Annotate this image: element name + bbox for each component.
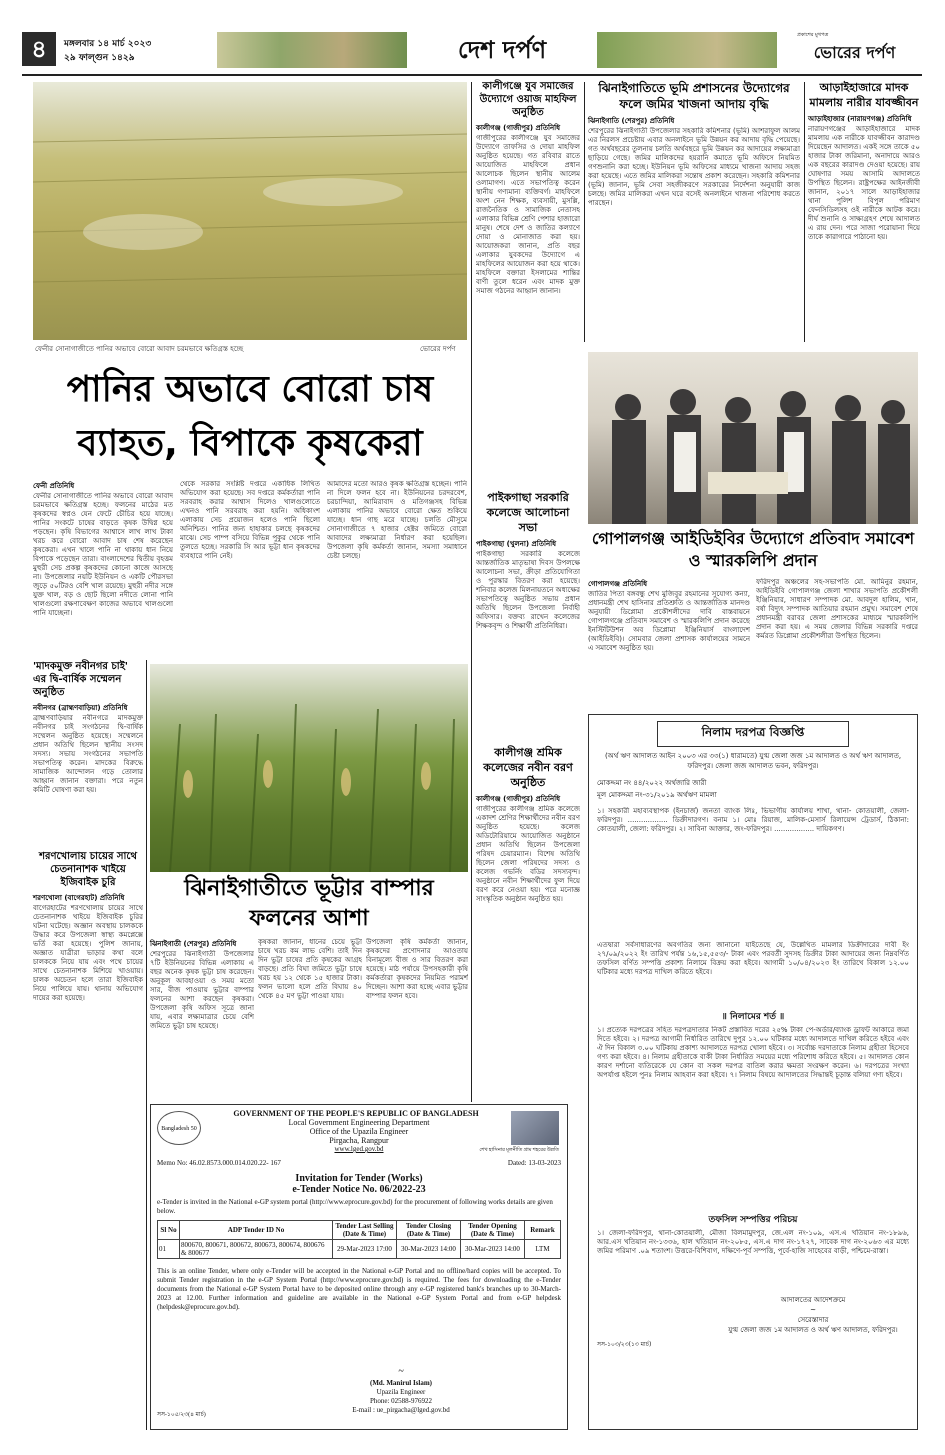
tender-title: Invitation for Tender (Works): [295, 1173, 423, 1184]
auction-sign-mark: ~: [810, 1306, 816, 1314]
maize-headline-line1: ঝিনাইগাতীতে ভূট্টার বাম্পার: [184, 876, 434, 901]
th-opening: Tender Opening (Date & Time): [461, 1221, 525, 1240]
madok-article: [33, 660, 143, 1030]
tender-gov: GOVERNMENT OF THE PEOPLE'S REPUBLIC OF BANGLADESH: [233, 1109, 479, 1118]
tender-dated: Dated: 13-03-2023: [507, 1159, 561, 1167]
auction-sign-name: সেরেস্তাদার: [797, 1316, 829, 1324]
maize-column-1: [150, 938, 254, 1098]
auction-terms: ১। প্রত্যেক দরপত্রের সহিত দরপত্রদাতার নিকট প্রস্তাবিত দরের ২৫% টাকা পে-অর্ডার/ব্যাংক ড্রাফট আকারে জমা দিতে হইবে। ২। দরপত্র আগামী নির্ধারিত তারিখে দুপুর ১২.০০ ঘটিকার মধ্যে আদালতে দাখিল করিতে হইবে এবং ঐ দিন বিকাল ৩.০০ ঘটিকায় প্রকাশ্য আদালতে দরপত্র খোলা হইবে। ৩। সর্বোচ্চ দরদাতাকে নিলাম গ্রহীতা হিসেবে গণ্য করা হইবে। ৪। নিলাম গ্রহীতাকে বাকী টাকা নির্ধারিত সময়ের মধ্যে পরিশোধ করিতে হইবে। ৫। আদালত কোন কারণ দর্শানো ব্যতিরেকে যে কোন বা সকল দরপত্র বাতিল করার ক্ষমতা সংরক্ষণ করেন। ৬। দরপত্রের সংখ্যা অপর্যাপ্ত হইলে পুনঃ নিলাম আহবান করা হইবে। ৭। নিলাম বিষয়ে আদালতের সিদ্ধান্তই চূড়ান্ত বলিয়া গণ্য হইবে।: [597, 1026, 909, 1079]
sramik-headline: কালীগঞ্জ শ্রমিক কলেজের নবীন বরণ অনুষ্ঠিত: [483, 746, 573, 789]
tender-table: [157, 1220, 561, 1259]
sramik-byline: কালীগঞ্জ (গাজীপুর) প্রতিনিধি: [476, 795, 561, 803]
tender-location: Pirgacha, Rangpur: [329, 1136, 389, 1145]
auction-notice: [588, 714, 918, 1430]
auction-case2: মূল মোকদ্দমা নং-৩১/২০১৯ অর্থঋণ মামলা: [597, 791, 717, 799]
kaliganj-article: [476, 80, 580, 490]
auction-schedule: ১। জেলা-ফরিদপুর, থানা-কোতয়ালী, মৌজা বিলমামুদপুর, জে.এল নং-১০৯, এস.এ খতিয়ান নং-১৮৯৬, আর.এস খতিয়ান নং-১৩৩৬, হাল খতিয়ান নং-২০৮৫, এস.এ দাগ নং-১৭২৭, সাবেক দাগ নং-২০৬৩ এর মধ্যে জমির পরিমাণ .০৯ শতাংশ। উত্তরে-বিশিবাগ, দক্ষিণে-পূর্ব সম্পত্তি, পূর্বে-হাজি সাহেবের বাড়ী, পশ্চিমে-রাস্তা।: [597, 1229, 909, 1255]
tender-slogan: শেখ হাসিনার মূলনীতি গ্রাম শহরের উন্নতি: [479, 1148, 559, 1153]
tender-portrait: [511, 1111, 559, 1145]
maize-headline-line2: ফলনের আশা: [249, 906, 369, 931]
araihazar-headline: আড়াইহাজারে মাদক মামলায় নারীর যাবজ্জীবন: [809, 81, 919, 109]
land-body: শেরপুরের ঝিনাইগাতী উপজেলার সহকারি কমিশনার (ভূমি) আশরাফুল আলম এর নিরলস প্রচেষ্টায় এবার অনলাইনে ভূমি উন্নয়ন কর আদায় বৃদ্ধি পেয়েছে। গত অর্থবছরের তুলনায় চলতি অর্থবছরে ভূমি উন্নয়ন কর আদায়ের লক্ষ্যমাত্রা ছাড়িয়ে গেছে। জমির মালিকদের হয়রানি কমাতে ভূমি অফিসে নিয়মিত গণশুনানি করা হচ্ছে। ইউনিয়ন ভূমি অফিসের মাধ্যমে খাজনা আদায় সহজ করা হয়েছে। এতে জমির মালিকরা সন্তোষ প্রকাশ করেছেন। সহকারি কমিশনার (ভূমি) জানান, ভূমি সেবা সহজীকরণে সরকারের নির্দেশনা অনুযায়ী কাজ চলছে। জমির মালিকরা এখন ঘরে বসেই অনলাইনে খাজনা পরিশোধ করতে পারছেন।: [588, 127, 800, 207]
td-sl: 01: [158, 1240, 180, 1259]
araihazar-article: [808, 80, 920, 350]
td-remark: LTM: [525, 1240, 561, 1259]
column-rule-mid: [471, 82, 472, 1102]
table-row: [158, 1240, 561, 1259]
madok-byline: নবীনগর (ব্রাহ্মণবাড়িয়া) প্রতিনিধি: [33, 704, 128, 712]
gopalganj-headline: গোপালগঞ্জ আইডিইবির উদ্যোগে প্রতিবাদ সমাবেশ ও স্মারকলিপি প্রদান: [591, 529, 915, 570]
tender-signer: (Md. Manirul Islam): [369, 1379, 433, 1387]
maize-body-1: শেরপুরের ঝিনাইগাতী উপজেলার ৭টি ইউনিয়নের বিভিন্ন এলাকায় এ বছর অনেক কৃষক ভুট্টা চাষ করেছেন। অনুকূল আবহাওয়া ও সময় মতো সার, বীজ পাওয়ায় ভুট্টার বাম্পার ফলনের আশা করছেন কৃষকরা। উপজেলা কৃষি অফিস সূত্রে জানা যায়, এবার লক্ষ্যমাত্রার চেয়ে বেশি জমিতে ভুট্টা চাষ হয়েছে।: [150, 950, 254, 1030]
auction-subtitle: (অর্থ ঋণ আদালত আইন ২০০৩ এর ৩৩(১) ধারামতে) যুগ্ম জেলা জজ ১ম আদালত ও অর্থ ঋণ আদালত, ফরিদপুর। জেলা জজ আদালত ভবন, ফরিদপুর।: [604, 752, 902, 770]
tender-signature-mark: ~: [398, 1366, 404, 1377]
masthead: [22, 30, 922, 72]
auction-parties: ১। সহকারী মহাব্যবস্থাপক (ইনচার্জ) জনতা ব্যাংক লিঃ, ভিভাগীয় কার্যালয় শাখা, থানা- কোতয়ালী, জেলা- ফরিদপুর। .................. ডিক্রীদারগণ। বনাম ১। মোঃ রিয়াজ, মালিক-মেসার্স রিলায়েন্স ট্রেডার্স, ঠিকানা: কোতয়ালী, জেলা: ফরিদপুর। ২। সাবিনা আক্তার, জং-ফরিদপুর। .................. দায়িকগণ।: [597, 807, 909, 833]
maize-body-2: কৃষকরা জানান, ধানের চেয়ে ভুট্টা চাষে খরচ কম লাভ বেশি। তাই দিন দিন ভুট্টা চাষের প্রতি কৃষকের আগ্রহ বাড়ছে। প্রতি বিঘা জমিতে ভুট্টা চাষে খরচ হয় ১২ থেকে ১৫ হাজার টাকা। ফলন ভালো হলে প্রতি বিঘায় ৪০ থেকে ৪৫ মণ ভুট্টা পাওয়া যায়।: [258, 938, 362, 1000]
th-closing: Tender Closing (Date & Time): [397, 1221, 461, 1240]
th-selling: Tender Last Selling (Date & Time): [333, 1221, 397, 1240]
lead-body-1: ফেনীর সোনাগাজীতে পানির অভাবে বোরো আবাদ চরমভাবে ক্ষতিগ্রস্ত হচ্ছে। ফলনের মাঠের মত কৃষকদের স্বপ্নও যেন ফেটে চৌচির হয়ে যাচ্ছে। পানির সংকটে চাষের বাড়তে কৃষক উদ্বিগ্ন হয়ে পড়ছেন। কৃষি বিভাগের আশ্বাসে লাখ লাখ টাকা খরচ করে বোরো আবাদ চাষ শেষ করেছেন কৃষকেরা। এখন খালে পানি না থাকায় ধান নিয়ে বিপাকে পড়েছেন তারা। বাংলাদেশের দ্বিতীয় বৃহত্তম মুহুরী সেচ প্রকল্প কৃষকদের কোনো কাজে আসছে না। উপজেলার নয়টি ইউনিয়ন ও একটি পৌরসভা জুড়ে ৫০টিরও বেশি খাল রয়েছে। মুহুরী নদীর সঙ্গে যুক্ত খাল, বড় ও ছোট ছিলো নদীতে লোনা পানি খালগুলো রক্ষণাবেক্ষণ কাজের অভাবে খালগুলো পানি যাচ্ছেনা।: [33, 492, 173, 617]
lead-body-2: থেকে সরকার সংশ্লিষ্ট দপ্তরে একাধিক লিখিত অভিযোগ করা হয়েছে। সব দপ্তরে কর্মকর্তারা পানি সরবরাহ করার আশ্বাস দিলেও খালগুলোতে এখনও পানি সরবরাহ করা হয়নি। অধিকাংশ এলাকায় সেচ প্রয়োজন হলেও পানি ছিলো অনিশ্চিত। পানির জন্য হাহাকার চলছে কৃষকদের মাঝে। সেচ পাম্প বসিয়ে বিভিন্ন পুকুর থেকে পানি তুলতে হচ্ছে। সরকারি সি আর ভূট্টা ধান কৃষকদের ব্যবহারে পানি নেই।: [180, 480, 320, 560]
kaliganj-body: গাজীপুরের কালীগঞ্জে যুব সমাজের উদ্যোগে তাফসির ও দোয়া মাহফিল অনুষ্ঠিত হয়েছে। গত রবিবার রাতে আয়োজিত মাহফিলে প্রধান আলোচক ছিলেন স্থানীয় আলেম ওলামাগণ। এতে সভাপতিত্ব করেন স্থানীয় গণ্যমান্য ব্যক্তিবর্গ। মাহফিলে অংশ নেন শিক্ষক, ব্যবসায়ী, মুসল্লি, রাজনৈতিক ও সামাজিক নেতাসহ এলাকার বিভিন্ন শ্রেণি পেশার হাজারো মানুষ। শেষে দেশ ও জাতির কল্যাণে দোয়া ও মোনাজাত করা হয়। আয়োজকরা জানান, প্রতি বছর এলাকার যুবকদের উদ্যোগে এ মাহফিলের আয়োজন করা হয়ে থাকে। মাহফিলে বক্তারা ইসলামের শান্তির বাণী তুলে ধরেন এবং মাদক মুক্ত সমাজ গঠনের আহ্বান জানান।: [476, 134, 580, 295]
auction-sign-title: আদালতের আদেশক্রমে: [780, 1296, 846, 1304]
tender-office: Office of the Upazila Engineer: [309, 1127, 409, 1136]
land-byline: ঝিনাইগাতি (শেরপুর) প্রতিনিধি: [588, 117, 675, 125]
masthead-banner-right: [597, 32, 777, 68]
td-adp: 800670, 800671, 800672, 800673, 800674, 800676 & 800677: [180, 1240, 333, 1259]
tender-footer: This is an online Tender, where only e-Tender will be accepted in the National e-GP Portal and no offline/hard copies will be accepted. To submit Tender registration in the e-GP System Portal (http://www.eprocure.gov.bd) is required. The fees for downloading the e-Tender documents from the National e-GP System Portal have to be deposited online through any e-GP registered bank's branches up to 30-March-2023 at 12.00. Further information and guideline are available in the National e-GP System Portal and from e-GP helpdesk (helpdesk@eprocure.gov.bd).: [157, 1267, 561, 1311]
tender-signer-title: Upazila Engineer: [376, 1388, 426, 1396]
lead-photo-rice-field: [33, 82, 467, 340]
easybike-body: বাগেরহাটের শরণখোলায় চায়ের সাথে চেতনানাশক খাইয়ে ইজিবাইক চুরির ঘটনা ঘটেছে। অজ্ঞান অবস্থায় চালককে উদ্ধার করে উপজেলা স্বাস্থ্য কমপ্লেক্সে ভর্তি করা হয়েছে। পুলিশ জানায়, অজ্ঞাত যাত্রীরা ভাড়ার কথা বলে চালককে নিয়ে যায় এবং পথে চায়ের সাথে চেতনানাশক মিশিয়ে খাওয়ায়। চালক অচেতন হলে তারা ইজিবাইক নিয়ে পালিয়ে যায়। থানায় অভিযোগ দায়ের করা হয়েছে।: [33, 904, 143, 1002]
auction-schedule-title: তফসিল সম্পত্তির পরিচয়: [708, 1215, 798, 1225]
lead-headline-line2: ব্যাহত, বিপাকে কৃষকেরা: [77, 423, 423, 464]
maize-body-3: উপজেলা কৃষি কর্মকর্তা জানান, কৃষকদের প্রণোদনার আওতায় বিনামূল্যে বীজ ও সার বিতরণ করা হয়েছে। মাঠ পর্যায়ে উপসহকারী কৃষি কর্মকর্তারা কৃষকদের নিয়মিত পরামর্শ দিচ্ছেন। আশা করা হচ্ছে এবার ভুট্টার বাম্পার ফলন হবে।: [366, 938, 468, 1000]
tender-table-header: [158, 1221, 561, 1240]
sramik-body: গাজীপুরের কালীগঞ্জ শ্রমিক কলেজে একাদশ শ্রেণির শিক্ষার্থীদের নবীন বরণ অনুষ্ঠিত হয়েছে। কলেজ অডিটোরিয়ামে আয়োজিত অনুষ্ঠানে প্রধান অতিথি ছিলেন উপজেলা পরিষদ চেয়ারম্যান। বিশেষ অতিথি ছিলেন জেলা পরিষদের সদস্য ও কলেজ গভর্নিং বডির সদস্যবৃন্দ। অনুষ্ঠানে নবীন শিক্ষার্থীদের ফুল দিয়ে বরণ করে নেওয়া হয়। পরে মনোজ্ঞ সাংস্কৃতিক অনুষ্ঠান অনুষ্ঠিত হয়।: [476, 805, 580, 903]
paikgacha-headline: পাইকগাছা সরকারি কলেজে আলোচনা সভা: [486, 491, 570, 534]
tender-intro: e-Tender is invited in the National e-GP system portal (http://www.eprocure.gov.bd) for the procurement of following works details are given below.: [157, 1198, 553, 1215]
lead-column-1: [33, 480, 173, 650]
column-rule-far: [804, 82, 805, 342]
kaliganj-headline: কালীগঞ্জে যুব সমাজের উদ্যোগে ওয়াজ মাহফিল অনুষ্ঠিত: [479, 81, 577, 118]
lead-photo-caption: ফেনীর সোনাগাজীতে পানির অভাবে বোরো আবাদ চরমভাবে ক্ষতিগ্রস্ত হচ্ছে: [35, 345, 244, 353]
land-headline: ঝিনাইগাতিতে ভূমি প্রশাসনের উদ্যোগের ফলে জমির খাজনা আদায় বৃদ্ধি: [598, 81, 790, 111]
gopalganj-body-2: ফরিদপুর অঞ্চলের সহ-সভাপতি মো. আমিনুর রহমান, আইডিইবি গোপালগঞ্জ জেলা শাখার সভাপতি প্রকৌশলী ইঞ্জিনিয়ার, সাধারণ সম্পাদক মো. আবদুল হালিম, খান, বর্ষা বিদ্যুৎ সম্পাদক আতিয়ার রহমান প্রমুখ। সমাবেশ শেষে প্রধানমন্ত্রী বরাবর জেলা প্রশাসকের মাধ্যমে স্মারকলিপি প্রদান করা হয়। এ সময় জেলার বিভিন্ন সরকারি দপ্তরে কর্মরত ডিপ্লোমা প্রকৌশলীরা উপস্থিত ছিলেন।: [756, 578, 918, 640]
gopalganj-photo: [588, 352, 918, 524]
tender-dept: Local Government Engineering Department: [288, 1118, 430, 1127]
easybike-headline: শরণখোলায় চায়ের সাথে চেতনানাশক খাইয়ে ইজিবাইক চুরি: [39, 851, 137, 888]
section-title: দেশ দর্পণ: [457, 36, 547, 64]
tender-memo: Memo No: 46.02.8573.000.014.020.22- 167: [157, 1159, 281, 1167]
auction-title: নিলাম দরপত্র বিজ্ঞপ্তি: [657, 721, 849, 747]
sramik-article: [476, 745, 580, 1100]
kaliganj-byline: কালীগঞ্জ (গাজীপুর) প্রতিনিধি: [476, 124, 561, 132]
auction-intro: এতদ্বারা সর্বসাধারণের অবগতির জন্য জানানো যাইতেছে যে, উল্লেখিত মামলার ডিক্রীদারের দাবী ইং ২৭/০৯/২০২২ ইং তারিখ পর্যন্ত ১৬,১৫,৫৫৩/- টাকা এবং পরবর্তী সুদসহ ডিক্রীর টাকা আদায়ের জন্য নিম্নবর্ণিত তফসিল বর্ণিত সম্পত্তি প্রকাশ্য নিলামে বিক্রয় করা হইবে। আগামী ১০/০৪/২০২৩ ইং তারিখে বিকাল ১২.০০ ঘটিকার মধ্যে দরপত্র দাখিল করিতে হইবে।: [597, 941, 909, 976]
tender-website[interactable]: www.lged.gov.bd: [334, 1145, 384, 1153]
td-closing: 30-Mar-2023 14:00: [397, 1240, 461, 1259]
auction-signature: [717, 1295, 909, 1335]
araihazar-byline: আড়াইহাজার (নারায়ণগঞ্জ) প্রতিনিধি: [808, 115, 912, 123]
araihazar-body: নারায়ণগঞ্জের আড়াইহাজারে মাদক মামলায় এক নারীকে যাবজ্জীবন কারাদণ্ড দিয়েছেন আদালত। একই সঙ্গে তাকে ৫০ হাজার টাকা জরিমানা, অনাদায়ে আরও এক বছরের কারাদণ্ড দেওয়া হয়েছে। রায় ঘোষণার সময় আসামি আদালতে উপস্থিত ছিলেন। রাষ্ট্রপক্ষের আইনজীবী জানান, ২০১৭ সালে আড়াইহাজার থানা পুলিশ বিপুল পরিমাণ ফেনসিডিলসহ ওই নারীকে আটক করে। দীর্ঘ শুনানি ও সাক্ষ্যগ্রহণ শেষে আদালত এ রায় দেন। পরে সাজা পরোয়ানা দিয়ে তাকে কারাগারে পাঠানো হয়।: [808, 125, 920, 241]
td-selling: 29-Mar-2023 17:00: [333, 1240, 397, 1259]
th-sl: Sl No: [158, 1221, 180, 1240]
lead-byline: ফেনী প্রতিনিধি: [33, 482, 75, 490]
auction-case: মোকদ্দমা নং ৪৪/২০২২ অর্থজারি জারী: [597, 779, 707, 787]
logo-tagline: প্রকাশের মুখপত্র: [797, 32, 829, 38]
lead-headline-line1: পানির অভাবে বোরো চাষ: [66, 369, 434, 410]
land-article: [588, 80, 800, 350]
gopalganj-byline: গোপালগঞ্জ প্রতিনিধি: [588, 580, 648, 588]
td-opening: 30-Mar-2023 14:00: [461, 1240, 525, 1259]
tender-phone: Phone: 02588-976922: [369, 1397, 433, 1405]
maize-byline: ঝিনাইগাতী (শেরপুর) প্রতিনিধি: [150, 940, 237, 948]
madok-headline: 'মাদকমুক্ত নবীনগর চাই' এর দ্বি-বার্ষিক সম্মেলন অনুষ্ঠিত: [33, 661, 128, 698]
newspaper-logo: ভোরের দর্পণ: [813, 43, 896, 62]
paikgacha-byline: পাইকগাছা (খুলনা) প্রতিনিধি: [476, 540, 557, 548]
lead-photo-credit: ভোরের দর্পণ: [420, 345, 456, 353]
masthead-rule: [22, 74, 922, 76]
th-adp: ADP Tender ID No: [180, 1221, 333, 1240]
gopalganj-column-1: [588, 578, 750, 708]
lead-body-3: আমাদের মতো আরও কৃষক ক্ষতিগ্রস্ত হচ্ছেন। পানি না দিলে ফলন হবে না। ইউনিয়নের চরদরবেশ, চরচান্দিয়া, আমিরাবাদ ও মতিগঞ্জসহ বিভিন্ন এলাকায় পানির অভাবে বোরো ক্ষেত শুকিয়ে যাচ্ছে। ধান গাছ মরে যাচ্ছে। চলতি মৌসুমে সোনাগাজীতে ৭ হাজার হেক্টর জমিতে বোরো আবাদের লক্ষ্যমাত্রা নির্ধারণ করা হয়েছিল। উপজেলা কৃষি কর্মকর্তা জানান, সমস্যা সমাধানে চেষ্টা চলছে।: [327, 480, 467, 560]
auction-ref: সস-১০৩/২৩(১৩ মার্চ): [597, 1341, 652, 1348]
auction-sign-office: যুগ্ম জেলা জজ ১ম আদালত ও অর্থ ঋণ আদালত, ফরিদপুর।: [728, 1326, 898, 1334]
bangla-date: ২৯ ফাল্গুন ১৪২৯: [64, 53, 135, 63]
column-rule-left: [146, 660, 147, 1430]
paikgacha-body: পাইকগাছা সরকারি কলেজে আন্তর্জাতিক মাতৃভাষা দিবস উপলক্ষে আলোচনা সভা, ক্রীড়া প্রতিযোগিতা ও পুরস্কার বিতরণ করা হয়েছে। শনিবার কলেজ মিলনায়তনে অধ্যক্ষের সভাপতিত্বে অনুষ্ঠিত সভায় প্রধান অতিথি ছিলেন উপজেলা নির্বাহী অফিসার। বক্তব্য রাখেন কলেজের শিক্ষকবৃন্দ ও শিক্ষার্থী প্রতিনিধিরা।: [476, 550, 580, 630]
madok-body: ব্রাহ্মণবাড়িয়ার নবীনগরে মাদকমুক্ত নবীনগর চাই সংগঠনের দ্বি-বার্ষিক সম্মেলন অনুষ্ঠিত হয়েছে। সম্মেলনে প্রধান অতিথি ছিলেন স্থানীয় সংসদ সদস্য। সভায় সংগঠনের সভাপতি সভাপতিত্ব করেন। মাদকের বিরুদ্ধে সামাজিক আন্দোলন গড়ে তোলার আহ্বান জানান বক্তারা। পরে নতুন কমিটি ঘোষণা করা হয়।: [33, 714, 143, 794]
auction-terms-title: ॥ নিলামের শর্ত ॥: [721, 1012, 785, 1022]
masthead-banner-left: [217, 32, 407, 68]
tender-notice-number: e-Tender Notice No. 06/2022-23: [292, 1184, 426, 1195]
paikgacha-article: [476, 490, 580, 740]
day-date: মঙ্গলবার ১৪ মার্চ ২০২৩: [64, 39, 152, 49]
page-number: ৪: [22, 32, 56, 66]
column-rule-right: [584, 82, 585, 342]
tender-ref: সস-১০৫/২৩(৪ মার্চ): [157, 1412, 206, 1418]
tender-email[interactable]: E-mail : ue_pirgacha@lged.gov.bd: [352, 1406, 450, 1414]
tender-signature-block: [301, 1367, 501, 1415]
tender-notice: [150, 1104, 568, 1430]
maize-photo: [150, 664, 468, 872]
th-remark: Remark: [525, 1221, 561, 1240]
gopalganj-body-1: জাতির পিতা বঙ্গবন্ধু শেখ মুজিবুর রহমানের সুযোগ্য কন্যা, প্রধানমন্ত্রী শেখ হাসিনার প্রতিশ্রুতি ও আন্তর্জাতিক মানদণ্ড অনুযায়ী ডিপ্লোমা প্রকৌশলীদের দাবি বাস্তবায়নে গোপালগঞ্জে প্রতিবাদ সমাবেশ ও স্মারকলিপি প্রদান করেছে ইনস্টিটিউশন অব ডিপ্লোমা ইঞ্জিনিয়ার্স বাংলাদেশ (আইডিইবি)। সোমবার জেলা প্রশাসক কার্যালয়ের সামনে এ সমাবেশ অনুষ্ঠিত হয়।: [588, 590, 750, 652]
tender-badge: Bangladesh 50: [157, 1111, 201, 1145]
easybike-byline: শরণখোলা (বাগেরহাট) প্রতিনিধি: [33, 894, 125, 902]
tender-memo-row: [157, 1159, 561, 1167]
